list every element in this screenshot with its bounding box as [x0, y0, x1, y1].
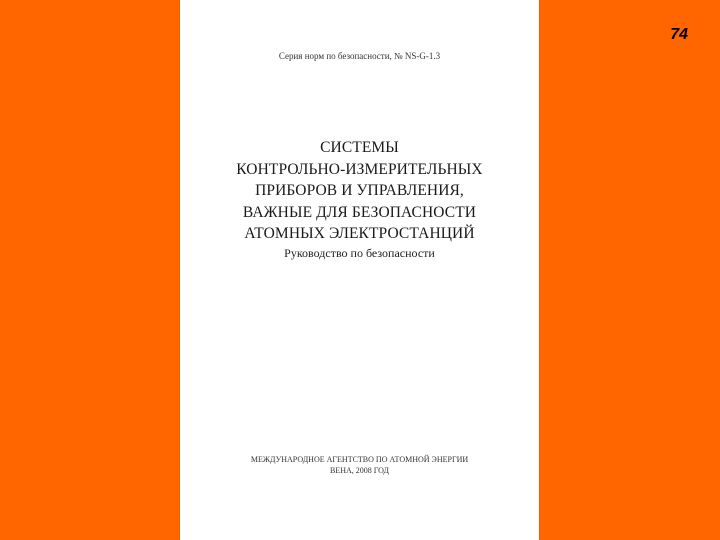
publisher-place-year: ВЕНА, 2008 ГОД	[329, 466, 390, 475]
title-line: ПРИБОРОВ И УПРАВЛЕНИЯ,	[255, 182, 464, 199]
document-subtitle: Руководство по безопасности	[284, 246, 435, 260]
document-title	[180, 137, 539, 245]
document-page	[180, 0, 539, 540]
title-line: СИСТЕМЫ	[320, 139, 399, 156]
page-number: 74	[670, 26, 688, 43]
title-line: ВАЖНЫЕ ДЛЯ БЕЗОПАСНОСТИ	[242, 203, 477, 221]
series-label: Серия норм по безопасности, № NS-G-1.3	[278, 51, 441, 61]
title-line: АТОМНЫХ ЭЛЕКТРОСТАНЦИЙ	[244, 225, 475, 242]
publisher-agency: МЕЖДУНАРОДНОЕ АГЕНТСТВО ПО АТОМНОЙ ЭНЕРГИИ	[250, 455, 469, 464]
publisher-block	[180, 454, 539, 476]
title-line: КОНТРОЛЬНО-ИЗМЕРИТЕЛЬНЫХ	[236, 160, 483, 178]
